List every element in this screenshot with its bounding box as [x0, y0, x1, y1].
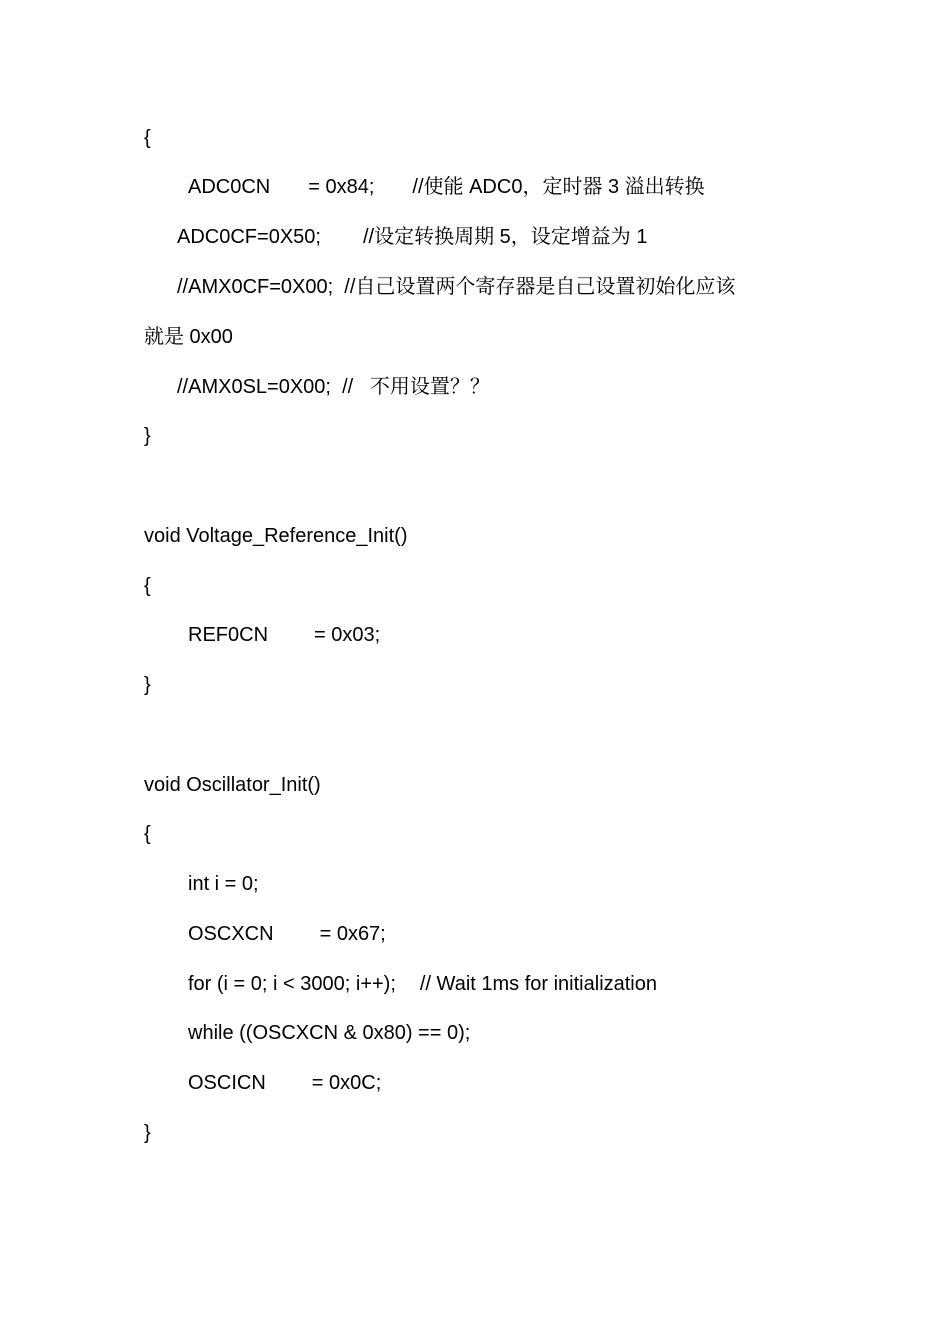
code-comment: // Wait 1ms for initialization [419, 973, 657, 995]
code-line-close-brace [144, 671, 151, 699]
code-register: ADC0CN [188, 176, 271, 198]
code-register: OSCICN [188, 1072, 266, 1094]
code-line-open-brace [144, 124, 151, 152]
code-line-for-loop [188, 970, 657, 998]
code-line-adc0cf [177, 223, 647, 251]
code-function-signature: void Voltage_Reference_Init() [144, 525, 408, 547]
code-line-function-oscillator [144, 771, 321, 799]
code-comment: //使能 ADC0，定时器 3 溢出转换 [412, 176, 705, 198]
code-text: } [144, 1122, 151, 1144]
code-line-adc0cn [188, 173, 705, 201]
code-statement: ADC0CF=0X50; [177, 226, 321, 248]
code-text: { [144, 823, 151, 845]
code-register: OSCXCN [188, 923, 274, 945]
code-line-close-brace [144, 422, 151, 450]
code-line-oscicn [188, 1069, 381, 1097]
code-line-oscxcn [188, 920, 386, 948]
code-line-comment-continuation [144, 323, 233, 351]
code-statement: int i = 0; [188, 873, 259, 895]
code-statement: while ((OSCXCN & 0x80) == 0); [188, 1022, 471, 1044]
code-line-function-voltage-reference [144, 522, 408, 550]
code-comment: //AMX0SL=0X00; // 不用设置？？ [177, 376, 490, 398]
code-line-while-loop [188, 1019, 470, 1047]
code-text: } [144, 425, 151, 447]
code-comment: //设定转换周期 5，设定增益为 1 [362, 226, 648, 248]
code-line-ref0cn [188, 621, 380, 649]
code-text: { [144, 127, 151, 149]
code-line-open-brace [144, 820, 151, 848]
code-statement: for (i = 0; i < 3000; i++); [188, 973, 396, 995]
code-line-amx0sl-comment [177, 373, 490, 401]
code-line-open-brace [144, 572, 151, 600]
code-text: { [144, 575, 151, 597]
code-function-signature: void Oscillator_Init() [144, 774, 321, 796]
code-register: REF0CN [188, 624, 269, 646]
code-text: } [144, 674, 151, 696]
code-value: = 0x0C; [311, 1072, 382, 1094]
code-line-amx0cf-comment [177, 273, 735, 301]
code-line-int-i [188, 870, 259, 898]
code-value: = 0x67; [319, 923, 386, 945]
code-value: = 0x84; [308, 176, 375, 198]
code-comment: 就是 0x00 [144, 326, 233, 348]
code-line-close-brace [144, 1119, 151, 1147]
code-value: = 0x03; [314, 624, 381, 646]
code-comment: //AMX0CF=0X00; //自己设置两个寄存器是自己设置初始化应该 [177, 276, 736, 298]
